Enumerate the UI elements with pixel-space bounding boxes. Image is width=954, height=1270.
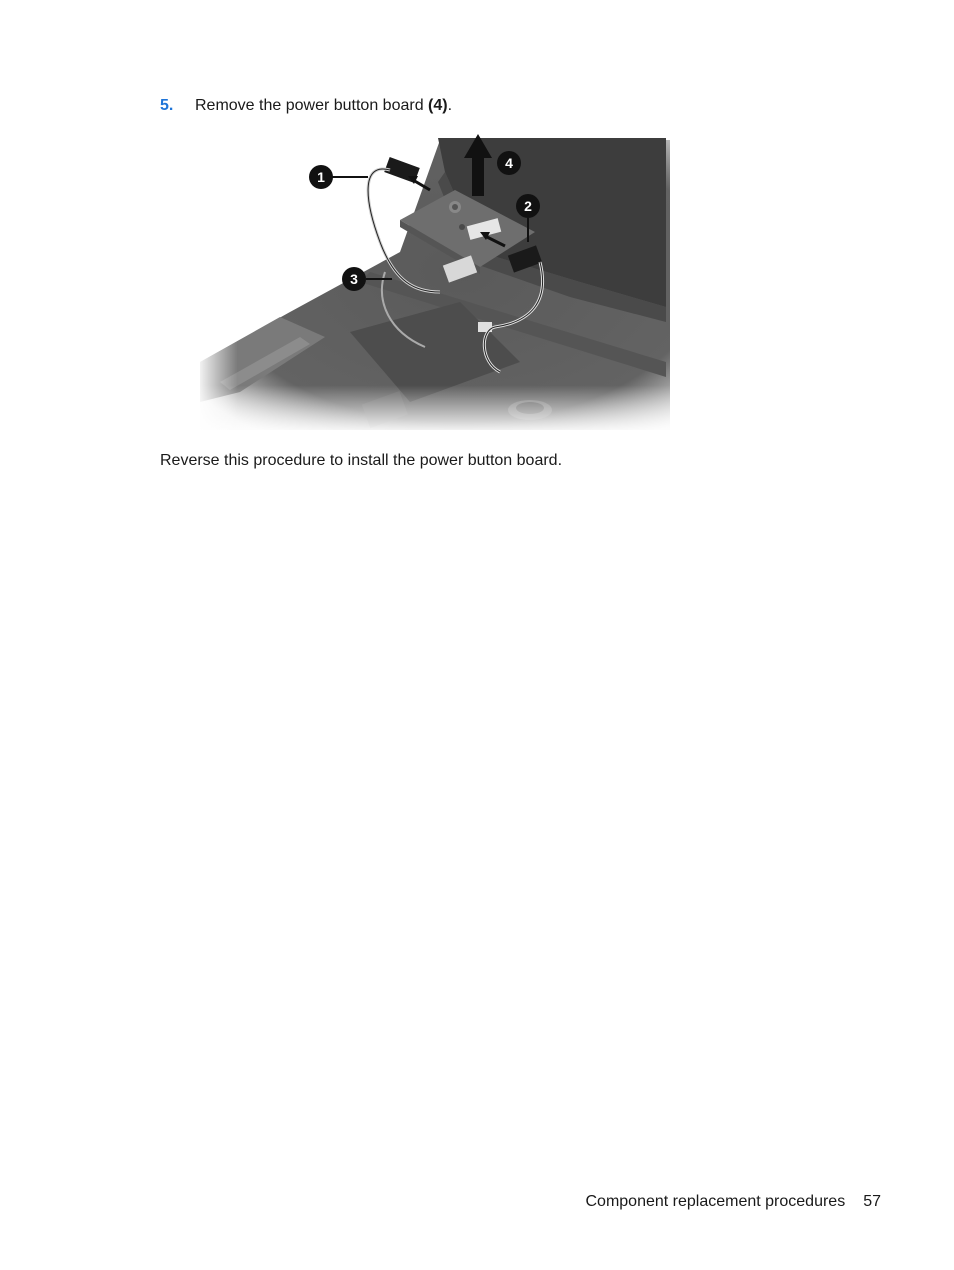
step-text-before: Remove the power button board xyxy=(195,97,429,114)
step-number: 5. xyxy=(160,97,174,114)
callout-2 xyxy=(516,194,540,218)
callout-3 xyxy=(342,267,366,291)
step-text-after: . xyxy=(447,97,453,114)
reverse-procedure-text: Reverse this procedure to install the power button board. xyxy=(160,452,563,469)
footer-section-title: Component replacement procedures xyxy=(585,1193,846,1210)
step-instruction xyxy=(195,96,452,116)
callout-1 xyxy=(309,165,333,189)
svg-text:3: 3 xyxy=(350,271,358,287)
callout-4 xyxy=(497,151,521,175)
page-number: 57 xyxy=(863,1193,881,1210)
power-button-board-illustration xyxy=(200,132,670,430)
svg-text:1: 1 xyxy=(317,169,325,185)
step-callout-ref: (4) xyxy=(428,97,448,114)
svg-text:2: 2 xyxy=(524,198,532,214)
svg-text:4: 4 xyxy=(505,155,513,171)
page-footer xyxy=(586,1192,882,1212)
